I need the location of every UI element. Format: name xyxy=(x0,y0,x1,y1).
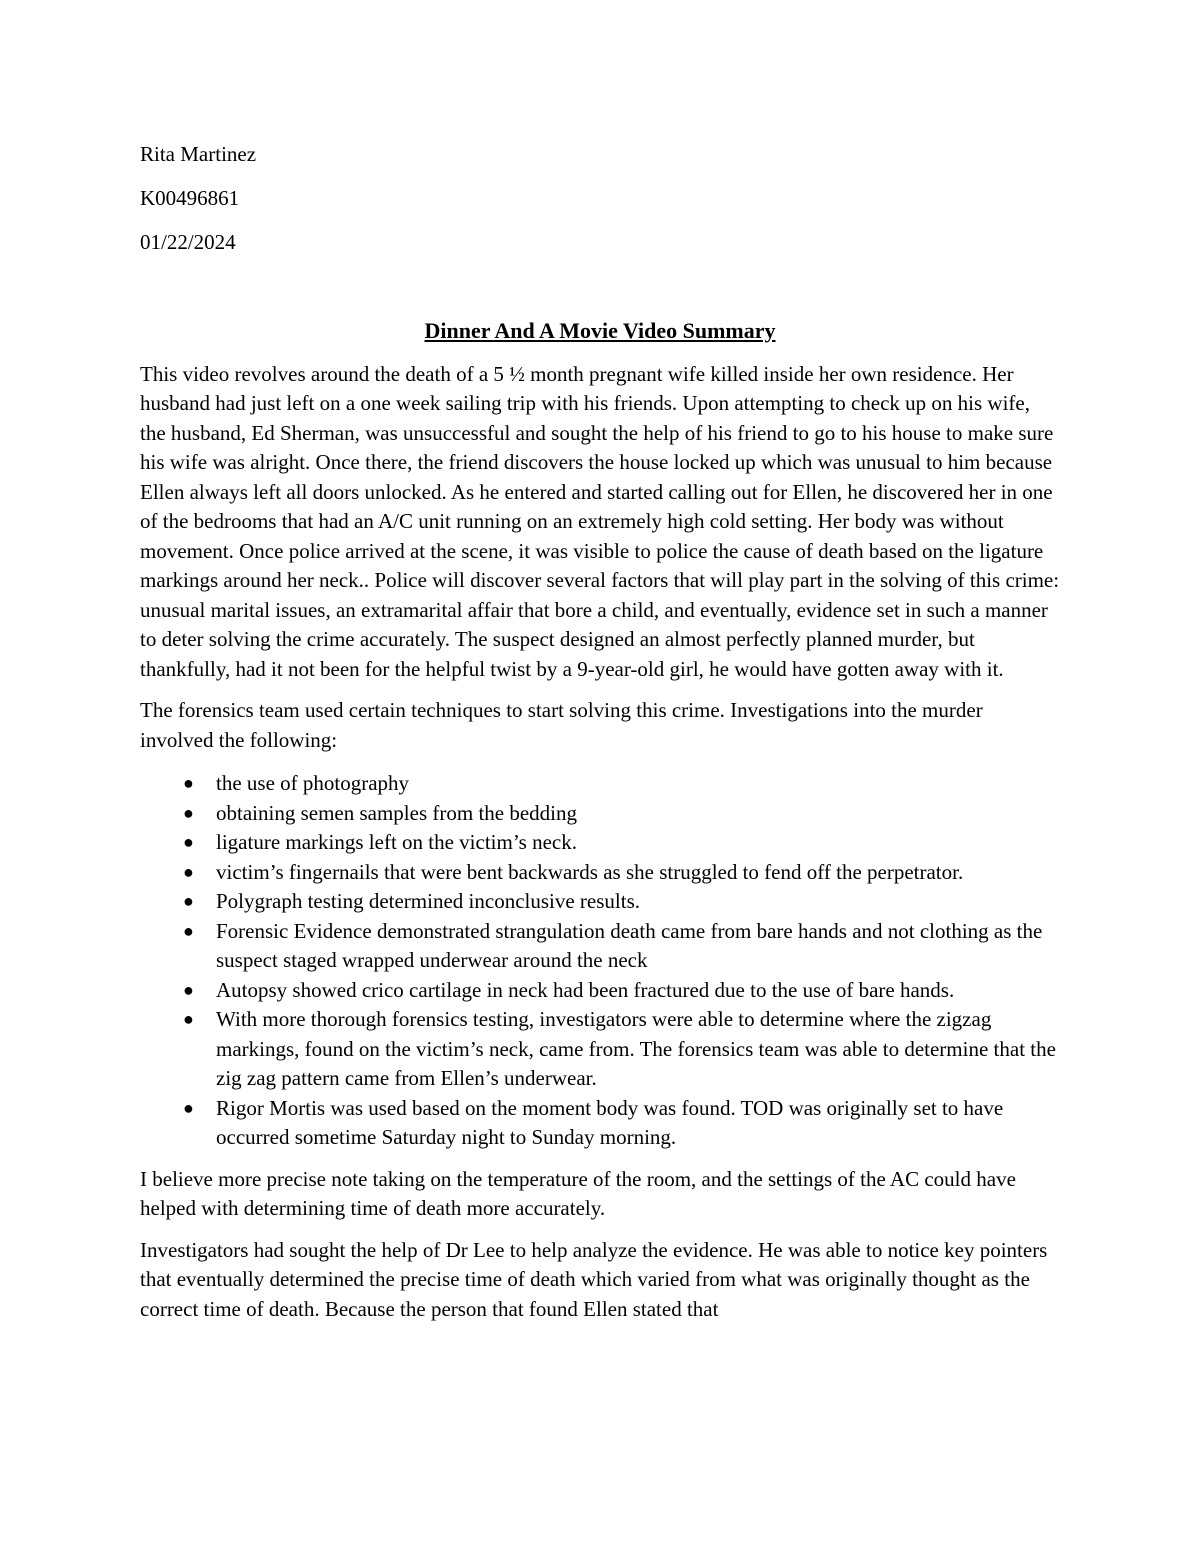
list-item-text: With more thorough forensics testing, investigators were able to determine where the zigzag markings, found on the victim’s neck, came from. The forensics team was able to determine that the zig zag pattern came from Ellen’s underwear. xyxy=(216,1007,1056,1090)
list-item xyxy=(140,887,1060,917)
dr-lee-paragraph: Investigators had sought the help of Dr Lee to help analyze the evidence. He was able to notice key pointers that eventually determined the precise time of death which varied from what was originally thought as the correct time of death. Because the person that found Ellen stated that xyxy=(140,1237,1048,1321)
document-date: 01/22/2024 xyxy=(140,230,236,254)
evidence-list xyxy=(140,769,1060,1153)
document-page xyxy=(140,140,1060,1336)
list-intro-paragraph: The forensics team used certain techniques to start solving this crime. Investigations into the murder involved the following: xyxy=(140,698,983,752)
list-item-text: obtaining semen samples from the bedding xyxy=(216,800,578,825)
list-item xyxy=(140,828,1060,858)
bullet-icon: ● xyxy=(183,861,194,882)
bullet-icon: ● xyxy=(183,891,194,911)
document-title: Dinner And A Movie Video Summary xyxy=(424,318,776,343)
author-name: Rita Martinez xyxy=(140,142,257,166)
bullet-icon: ● xyxy=(183,773,194,793)
list-item-text: Rigor Mortis was used based on the moment body was found. TOD was originally set to have occurred sometime Saturday night to Sunday morning. xyxy=(216,1095,1004,1149)
list-item xyxy=(140,769,1060,799)
header-block xyxy=(140,140,1060,258)
list-item xyxy=(140,858,1060,888)
list-item-text: Forensic Evidence demonstrated strangulation death came from bare hands and not clothing as the suspect staged wrapped underwear around the neck xyxy=(216,918,1043,972)
bullet-icon: ● xyxy=(183,979,194,1000)
bullet-icon: ● xyxy=(183,802,194,823)
list-item xyxy=(140,917,1060,976)
list-item-text: Autopsy showed crico cartilage in neck had been fractured due to the use of bare hands. xyxy=(216,977,955,1002)
belief-paragraph: I believe more precise note taking on the temperature of the room, and the settings of the AC could have helped with determining time of death more accurately. xyxy=(140,1166,1016,1220)
list-item-text: the use of photography xyxy=(216,771,410,795)
list-item xyxy=(140,1005,1060,1094)
list-item-text: ligature markings left on the victim’s neck. xyxy=(216,830,577,854)
list-item xyxy=(140,799,1060,829)
intro-paragraph: This video revolves around the death of a 5 ½ month pregnant wife killed inside her own residence. Her husband had just left on a one week sailing trip with his friends. Upon attempting to check up on his wife, the husband, Ed Sherman, was unsuccessful and sought the help of his friend to go to his house to make sure his wife was alright. Once there, the friend discovers the house locked up which was unusual to him because Ellen always left all doors unlocked. As he entered and started calling out for Ellen, he discovered her in one of the bedrooms that had an A/C unit running on an extremely high cold setting. Her body was without movement. Once police arrived at the scene, it was visible to police the cause of death based on the ligature markings around her neck.. Police will discover several factors that will play part in the solving of this crime: unusual marital issues, an extramarital affair that bore a child, and eventually, evidence set in such a manner to deter solving the crime accurately. The suspect designed an almost perfectly planned murder, but thankfully, had it not been for the helpful twist by a 9-year-old girl, he would have gotten away with it. xyxy=(140,361,1060,681)
list-item-text: victim’s fingernails that were bent backwards as she struggled to fend off the perpetrator. xyxy=(216,859,964,884)
student-id: K00496861 xyxy=(140,186,240,210)
bullet-icon: ● xyxy=(183,1097,194,1118)
bullet-icon: ● xyxy=(183,832,194,852)
list-item-text: Polygraph testing determined inconclusive results. xyxy=(216,889,640,913)
list-item xyxy=(140,1094,1060,1153)
bullet-icon: ● xyxy=(183,1009,194,1029)
bullet-icon: ● xyxy=(183,920,194,941)
list-item xyxy=(140,976,1060,1006)
